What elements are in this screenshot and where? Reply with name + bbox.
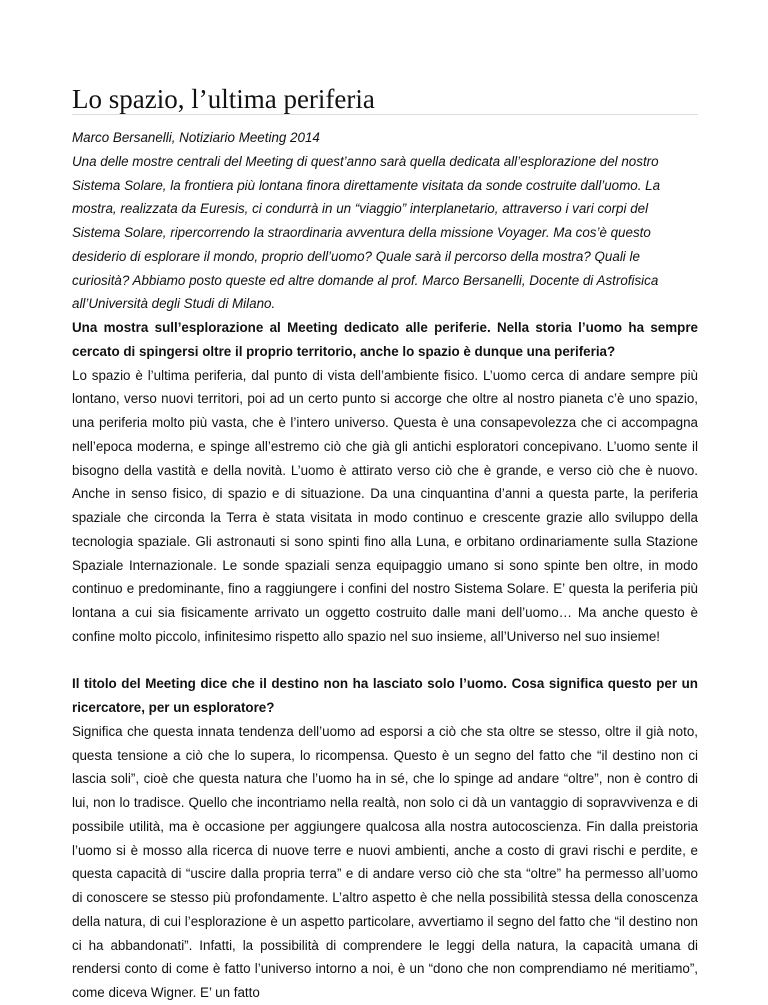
question-2: Il titolo del Meeting dice che il destino non ha lasciato solo l’uomo. Cosa significa questo per un ricercatore, per un esploratore?: [72, 676, 698, 715]
question-1: Una mostra sull’esplorazione al Meeting dedicato alle periferie. Nella storia l’uomo ha sempre cercato di spingersi oltre il proprio territorio, anche lo spazio è dunque una periferia?: [72, 320, 698, 359]
answer-2: Significa che questa innata tendenza dell’uomo ad esporsi a ciò che sta oltre se stesso, oltre il già noto, questa tensione a ciò che lo supera, lo ricompensa. Questo è un segno del fatto che “il destino non ci lascia soli”, cioè che questa natura che l’uomo ha in sé, che lo spinge ad andare “oltre”, non è contro di lui, non lo tradisce. Quello che incontriamo nella realtà, non solo ci dà un vantaggio di sopravvivenza e di possibile utilità, ma è occasione per aggiungere qualcosa alla nostra autocoscienza. Fin dalla preistoria l’uomo si è mosso alla ricerca di nuove terre e nuovi ambienti, anche a costo di gravi rischi e perdite, e questa capacità di “uscire dalla propria terra” e di andare verso ciò che sta “oltre” ha permesso all’uomo di conoscere se stesso più profondamente. L’altro aspetto è che nella possibilità stessa della conoscenza della natura, di cui l’esplorazione è un aspetto particolare, avvertiamo il segno del fatto che “il destino non ci ha abbandonati”. Infatti, la possibilità di comprendere le leggi della natura, la capacità umana di rendersi conto di come è fatto l’universo intorno a noi, è un “dono che non comprendiamo né meritiamo”, come diceva Wigner. E’ un fatto: [72, 723, 698, 1000]
answer-1: Lo spazio è l’ultima periferia, dal punto di vista dell’ambiente fisico. L’uomo cerca di andare sempre più lontano, verso nuovi territori, poi ad un certo punto si accorge che oltre al nostro pianeta c’è uno spazio, una periferia molto più vasta, che è l’intero universo. Questa è una consapevolezza che ci accompagna nell’epoca moderna, e spinge all’estremo ciò che già gli antichi esploratori concepivano. L’uomo sente il bisogno della vastità e della novità. L’uomo è attirato verso ciò che è grande, e verso ciò che è nuovo. Anche in senso fisico, di spazio e di situazione. Da una cinquantina d’anni a questa parte, la periferia spaziale che circonda la Terra è stata visitata in modo continuo e crescente grazie allo sviluppo della tecnologia spaziale. Gli astronauti si sono spinti fino alla Luna, e orbitano ordinariamente sulla Stazione Spaziale Internazionale. Le sonde spaziali senza equipaggio umano si sono spinte ben oltre, in modo continuo e predominante, fino a raggiungere i confini del nostro Sistema Solare. E’ questa la periferia più lontana a cui sia fisicamente arrivato un oggetto costruito dalle mani dell’uomo… Ma anche questo è confine molto piccolo, infinitesimo rispetto allo spazio nel suo insieme, all’Universo nel suo insieme!: [72, 367, 698, 644]
intro-paragraph: Una delle mostre centrali del Meeting di quest’anno sarà quella dedicata all’esplorazione del nostro Sistema Solare, la frontiera più lontana finora direttamente visitata da sonde costruite dall’uomo. La mostra, realizzata da Euresis, ci condurrà in un “viaggio” interplanetario, attraverso i vari corpi del Sistema Solare, ripercorrendo la straordinaria avventura della missione Voyager. Ma cos’è questo desiderio di esplorare il mondo, proprio dell’uomo? Quale sarà il percorso della mostra? Quali le curiosità? Abbiamo posto queste ed altre domande al prof. Marco Bersanelli, Docente di Astrofisica all’Università degli Studi di Milano.: [72, 153, 661, 312]
page-title: Lo spazio, l’ultima periferia: [72, 84, 375, 114]
paragraph-spacer: [72, 649, 698, 673]
byline: Marco Bersanelli, Notiziario Meeting 2014: [72, 130, 320, 145]
title-divider: [72, 114, 698, 115]
article-body: [72, 126, 698, 1005]
